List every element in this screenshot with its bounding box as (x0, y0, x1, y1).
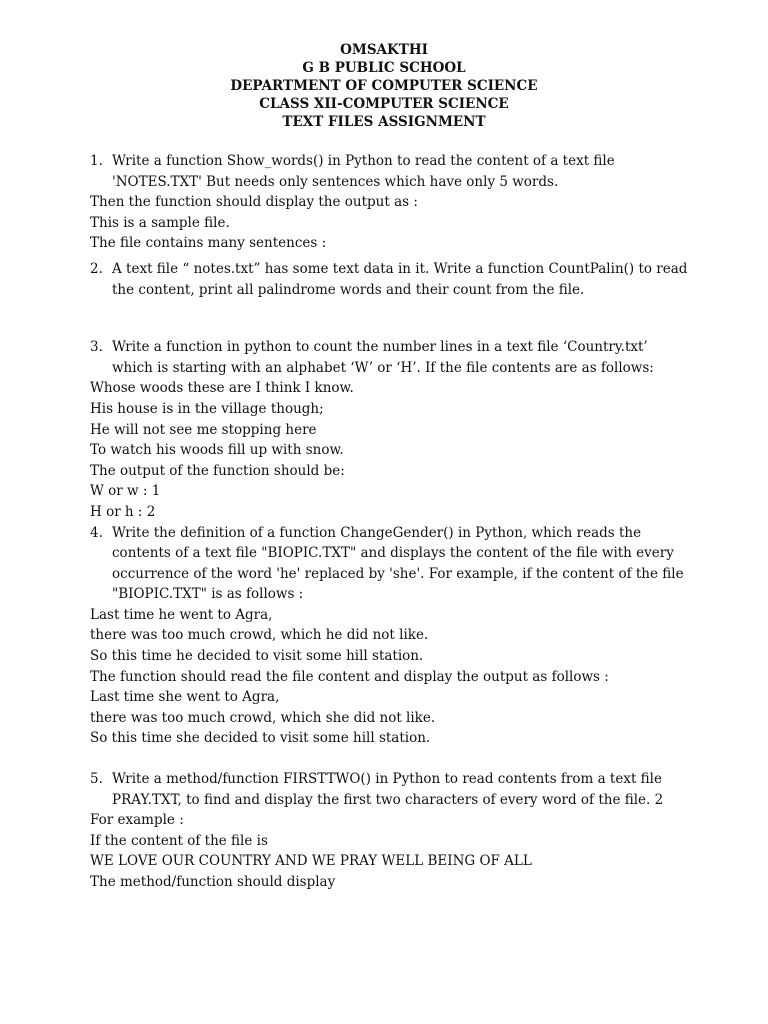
question-4-text: Write the definition of a function ChangeGender() in Python, which reads the contents of a text file "BIOPIC.TXT" and displays the content of the file with every occurrence of the word 'he' replaced by 'she'. For example, if the content of the file "BIOPIC.TXT" is as follows : (112, 524, 684, 603)
question-3-text: Write a function in python to count the number lines in a text file ‘Country.txt’ which is starting with an alphabet ‘W’ or ‘H’. If the file contents are as follows: (112, 339, 654, 376)
assignment-body (90, 151, 690, 893)
question-2-text: A text file “ notes.txt” has some text data in it. Write a function CountPalin() to read the content, print all palindrome words and their count from the file. (112, 260, 688, 298)
question-1-number: 1. (90, 153, 103, 169)
header-line-4: CLASS XII-COMPUTER SCIENCE (259, 96, 509, 112)
question-4 (90, 523, 690, 605)
header-line-1: OMSAKTHI (340, 42, 428, 58)
q4-line: Last time she went to Agra, (90, 689, 280, 706)
q3-line: W or w : 1 (90, 483, 161, 500)
question-3-number: 3. (90, 339, 103, 356)
q3-line: The output of the function should be: (90, 462, 345, 479)
question-1-text: Write a function Show_words() in Python to read the content of a text file 'NOTES.TXT' But needs only sentences which have only 5 words. (112, 153, 615, 190)
q5-line: For example : (90, 812, 184, 829)
q4-line: Last time he went to Agra, (90, 606, 273, 623)
question-1 (90, 151, 690, 192)
question-2 (90, 259, 690, 300)
question-3 (90, 337, 690, 378)
q3-line: He will not see me stopping here (90, 421, 317, 438)
question-5-text: Write a method/function FIRSTTWO() in Python to read contents from a text file PRAY.TXT, to find and display the first two characters of every word of the file. 2 (112, 771, 664, 808)
header-line-3: DEPARTMENT OF COMPUTER SCIENCE (230, 78, 538, 94)
q5-line: The method/function should display (90, 874, 336, 890)
q5-line: If the content of the file is (90, 832, 268, 849)
q3-line: To watch his woods fill up with snow. (90, 442, 344, 459)
question-5 (90, 769, 690, 810)
q1-line: Then the function should display the output as : (90, 194, 418, 211)
header-line-2: G B PUBLIC SCHOOL (302, 60, 466, 76)
q4-line: The function should read the file content and display the output as follows : (90, 668, 609, 685)
question-5-number: 5. (90, 771, 103, 788)
q3-line: Whose woods these are I think I know. (90, 380, 354, 397)
q3-line: His house is in the village though; (90, 400, 324, 417)
question-4-number: 4. (90, 524, 103, 541)
q1-line: The file contains many sentences : (90, 235, 327, 252)
header-line-5: TEXT FILES ASSIGNMENT (282, 114, 486, 130)
q4-line: there was too much crowd, which he did not like. (90, 627, 429, 644)
q4-line: there was too much crowd, which she did not like. (90, 709, 436, 726)
q5-line: WE LOVE OUR COUNTRY AND WE PRAY WELL BEING OF ALL (90, 853, 532, 870)
q1-line: This is a sample file. (90, 214, 230, 231)
document-header (0, 41, 768, 131)
question-2-number: 2. (90, 260, 103, 277)
q4-line: So this time she decided to visit some hill station. (90, 730, 431, 747)
q3-line: H or h : 2 (90, 503, 156, 520)
q4-line: So this time he decided to visit some hill station. (90, 648, 424, 665)
